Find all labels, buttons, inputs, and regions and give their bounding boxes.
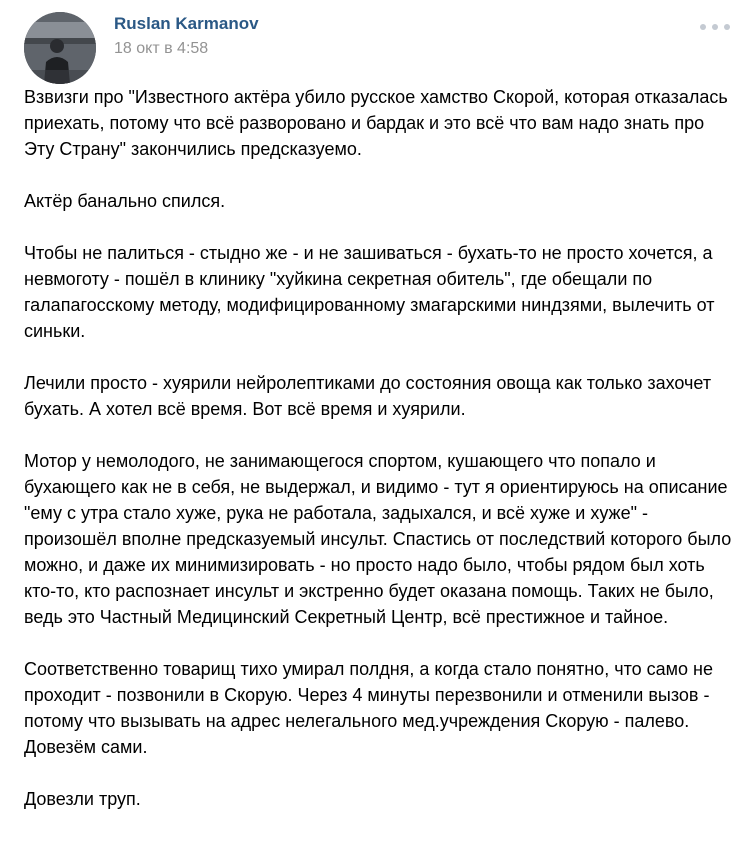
post-date-link[interactable]: 18 окт в 4:58	[114, 40, 209, 57]
post-paragraph: Соответственно товарищ тихо умирал полдня, а когда стало понятно, что само не проходит - позвонили в Скорую. Через 4 минуты перезвонили и отменили вызов - потому что вызывать на адрес нелегального мед.учреждения Скорую - палево. Довезём сами.	[24, 659, 713, 757]
post-paragraph: Довезли труп.	[24, 789, 141, 809]
author-name-link[interactable]: Ruslan Karmanov	[114, 14, 259, 33]
post-paragraph: Лечили просто - хуярили нейролептиками до состояния овоща как только захочет бухать. А хотел всё время. Вот всё время и хуярили.	[24, 373, 712, 419]
post-paragraph: Мотор у немолодого, не занимающегося спортом, кушающего что попало и бухающего как не в себя, не выдержал, и видимо - тут я ориентируюсь на описание "ему с утра стало хуже, рука не работала, задыхался, и всё хуже и хуже" - произошёл вполне предсказуемый инсульт. Спастись от последствий которого было можно, и даже их минимизировать - но просто надо было, чтобы рядом был хоть кто-то, кто распознает инсульт и экстренно будет оказана помощь. Таких не было, ведь это Частный Медицинский Секретный Центр, всё престижное и тайное.	[24, 451, 732, 627]
more-options-icon[interactable]	[700, 18, 730, 36]
post-paragraph: Актёр банально спился.	[24, 191, 226, 211]
post-text	[24, 84, 736, 838]
post-paragraph: Чтобы не палиться - стыдно же - и не зашиваться - бухать-то не просто хочется, а невмоготу - пошёл в клинику "хуйкина секретная обитель", где обещали по галапагосскому методу, модифицированному змагарскими ниндзями, вылечить от синьки.	[24, 243, 715, 341]
author-avatar[interactable]	[24, 12, 96, 84]
post-paragraph: Взвизги про "Известного актёра убило русское хамство Скорой, которая отказалась приехать, потому что всё разворовано и бардак и это всё что вам надо знать про Эту Страну" закончились предсказуемо.	[24, 87, 728, 159]
avatar-photo-icon	[24, 12, 96, 84]
